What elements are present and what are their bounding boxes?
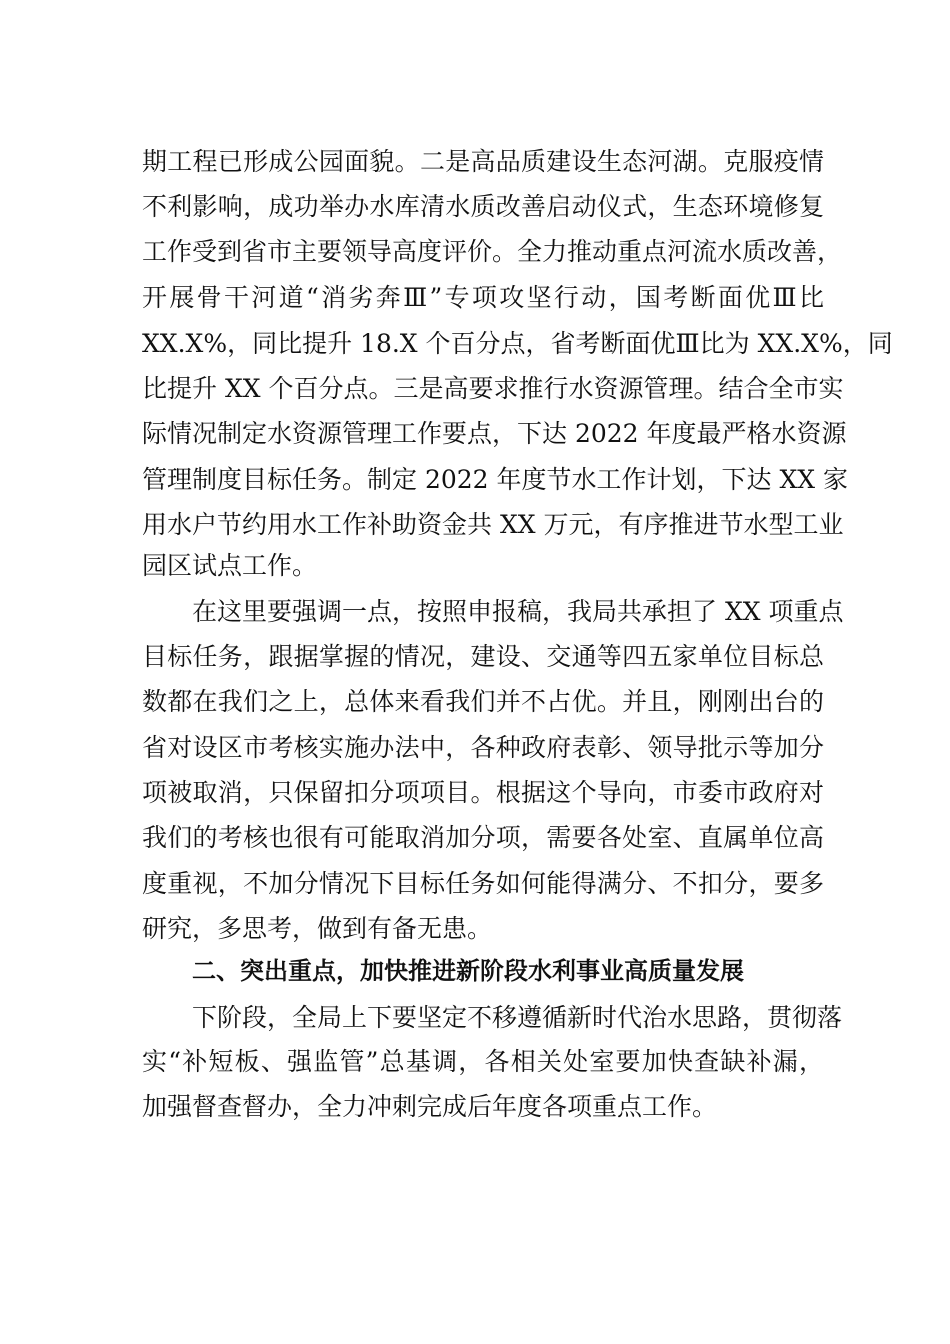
paragraph-line: 目标任务，跟据掌握的情况，建设、交通等四五家单位目标总: [142, 642, 824, 671]
paragraph-line: 项被取消，只保留扣分项项目。根据这个导向，市委市政府对: [142, 778, 824, 807]
paragraph-line: 园区试点工作。: [142, 551, 318, 580]
paragraph-line: 数都在我们之上，总体来看我们并不占优。并且，刚刚出台的: [142, 687, 824, 716]
paragraph-line: 省对设区市考核实施办法中，各种政府表彰、领导批示等加分: [142, 733, 824, 762]
paragraph-line: 我们的考核也很有可能取消加分项，需要各处室、直属单位高: [142, 823, 824, 852]
paragraph-line: 下阶段，全局上下要坚定不移遵循新时代治水思路，贯彻落: [192, 1003, 843, 1032]
paragraph-line: XX.X%，同比提升 18.X 个百分点，省考断面优Ⅲ比为 XX.X%，同: [142, 329, 893, 358]
section-heading: 二、突出重点，加快推进新阶段水利事业高质量发展: [192, 957, 744, 985]
paragraph-line: 管理制度目标任务。制定 2022 年度节水工作计划，下达 XX 家: [142, 465, 849, 494]
paragraph-line: 比提升 XX 个百分点。三是高要求推行水资源管理。结合全市实: [142, 374, 844, 403]
paragraph-line: 实“补短板、强监管”总基调，各相关处室要加快查缺补漏，: [142, 1047, 824, 1076]
paragraph-line: 工作受到省市主要领导高度评价。全力推动重点河流水质改善，: [142, 237, 843, 266]
paragraph-line: 在这里要强调一点，按照申报稿，我局共承担了 XX 项重点: [192, 597, 844, 626]
paragraph-line: 度重视，不加分情况下目标任务如何能得满分、不扣分，要多: [142, 869, 824, 898]
paragraph-line: 际情况制定水资源管理工作要点，下达 2022 年度最严格水资源: [142, 419, 847, 448]
paragraph-line: 开展骨干河道“消劣奔Ⅲ”专项攻坚行动，国考断面优Ⅲ比: [142, 283, 824, 312]
paragraph-line: 期工程已形成公园面貌。二是高品质建设生态河湖。克服疫情: [142, 147, 824, 176]
paragraph-line: 不利影响，成功举办水库清水质改善启动仪式，生态环境修复: [142, 192, 824, 221]
paragraph-line: 用水户节约用水工作补助资金共 XX 万元，有序推进节水型工业: [142, 510, 844, 539]
paragraph-line: 加强督查督办，全力冲刺完成后年度各项重点工作。: [142, 1092, 718, 1121]
paragraph-line: 研究，多思考，做到有备无患。: [142, 914, 493, 943]
